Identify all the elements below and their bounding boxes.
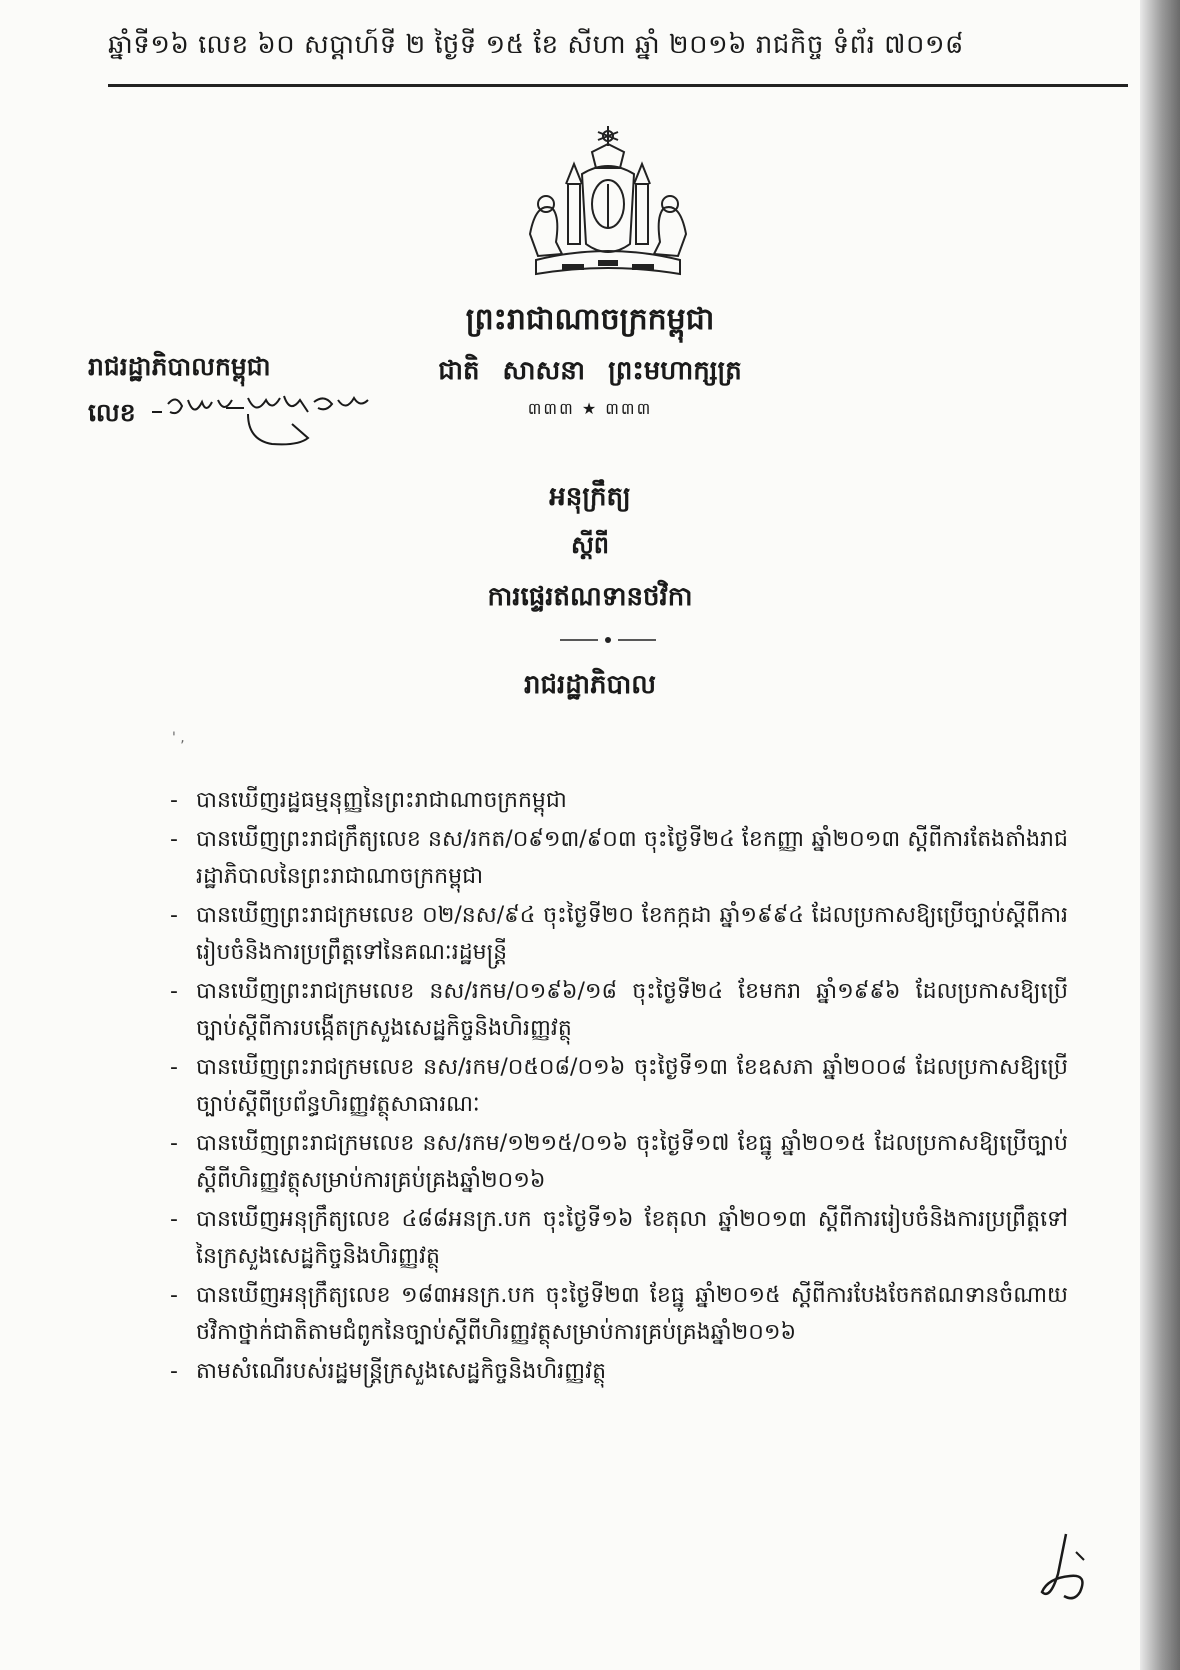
decree-subject: ការផ្ទេរឥណទានថវិកា [487, 582, 693, 612]
royal-arms-emblem [522, 124, 694, 284]
section-divider [558, 634, 658, 646]
ornament-divider: ៣៣៣ ★ ៣៣៣ [527, 399, 653, 418]
gazette-header: ឆ្នាំទី១៦ លេខ ៦០ សប្តាហ៍ទី ២ ថ្ងៃទី ១៥ ខែ សីហា ឆ្នាំ ២០១៦ រាជកិច្ច ទំព័រ ៧០១៨ [108, 30, 964, 60]
list-item: - បានឃើញព្រះរាជក្រមលេខ នស/រកម/០១៩៦/១៨ ចុះថ្ងៃទី២៤ ខែមករា ឆ្នាំ១៩៩៦ ដែលប្រកាសឱ្យប្រើច្បាប់ស្តីពីការបង្កើតក្រសួងសេដ្ឋកិច្ចនិងហិរញ្ញវត្ថុ [168, 973, 1068, 1047]
list-item: - បានឃើញព្រះរាជក្រមលេខ នស/រកម/០៥០៨/០១៦ ចុះថ្ងៃទី១៣ ខែឧសភា ឆ្នាំ២០០៨ ដែលប្រកាសឱ្យប្រើច្បាប់ស្តីពីប្រព័ន្ធហិរញ្ញវត្ថុសាធារណៈ [168, 1049, 1068, 1123]
list-item: - បានឃើញព្រះរាជក្រឹត្យលេខ នស/រកត/០៩១៣/៩០៣ ចុះថ្ងៃទី២៤ ខែកញ្ញា ឆ្នាំ២០១៣ ស្តីពីការតែងតាំងរាជរដ្ឋាភិបាលនៃព្រះរាជាណាចក្រកម្ពុជា [168, 821, 1068, 895]
issuing-authority: រាជរដ្ឋាភិបាល [523, 670, 657, 700]
list-item: - បានឃើញរដ្ឋធម្មនុញ្ញនៃព្រះរាជាណាចក្រកម្ពុជា [168, 782, 1068, 819]
document-type: អនុក្រឹត្យ [549, 482, 631, 512]
header-rule [108, 84, 1128, 87]
handwritten-initial [1036, 1530, 1096, 1610]
about-label: ស្តីពី [570, 531, 610, 559]
reference-number-label: លេខ [88, 398, 136, 427]
handwritten-reference-number [148, 390, 378, 460]
list-item: - បានឃើញព្រះរាជក្រមលេខ នស/រកម/១២១៥/០១៦ ចុះថ្ងៃទី១៧ ខែធ្នូ ឆ្នាំ២០១៥ ដែលប្រកាសឱ្យប្រើច្បាប់ស្តីពីហិរញ្ញវត្ថុសម្រាប់ការគ្រប់គ្រងឆ្នាំ២០១៦ [168, 1125, 1068, 1199]
kingdom-title: ព្រះរាជាណាចក្រកម្ពុជា [465, 302, 715, 337]
national-motto: ជាតិ សាសនា ព្រះមហាក្សត្រ [438, 356, 742, 386]
list-item: - តាមសំណើរបស់រដ្ឋមន្ត្រីក្រសួងសេដ្ឋកិច្ចនិងហិរញ្ញវត្ថុ [168, 1353, 1068, 1390]
stray-mark: ' , [172, 730, 185, 746]
issuing-government: រាជរដ្ឋាភិបាលកម្ពុជា [88, 352, 271, 381]
list-item: - បានឃើញព្រះរាជក្រមលេខ ០២/នស/៩៤ ចុះថ្ងៃទី២០ ខែកក្កដា ឆ្នាំ១៩៩៤ ដែលប្រកាសឱ្យប្រើច្បាប់ស្តីពីការរៀបចំនិងការប្រព្រឹត្តទៅនៃគណៈរដ្ឋមន្ត្រី [168, 897, 1068, 971]
scan-edge-shadow [1140, 0, 1180, 1670]
considerations-list [168, 782, 1068, 1392]
list-item: - បានឃើញអនុក្រឹត្យលេខ ៤៨៨អនក្រ.បក ចុះថ្ងៃទី១៦ ខែតុលា ឆ្នាំ២០១៣ ស្តីពីការរៀបចំនិងការប្រព្រឹត្តទៅនៃក្រសួងសេដ្ឋកិច្ចនិងហិរញ្ញវត្ថុ [168, 1201, 1068, 1275]
list-item: - បានឃើញអនុក្រឹត្យលេខ ១៨៣អនក្រ.បក ចុះថ្ងៃទី២៣ ខែធ្នូ ឆ្នាំ២០១៥ ស្តីពីការបែងចែកឥណទានចំណាយថវិកាថ្នាក់ជាតិតាមជំពូកនៃច្បាប់ស្តីពីហិរញ្ញវត្ថុសម្រាប់ការគ្រប់គ្រងឆ្នាំ២០១៦ [168, 1277, 1068, 1351]
